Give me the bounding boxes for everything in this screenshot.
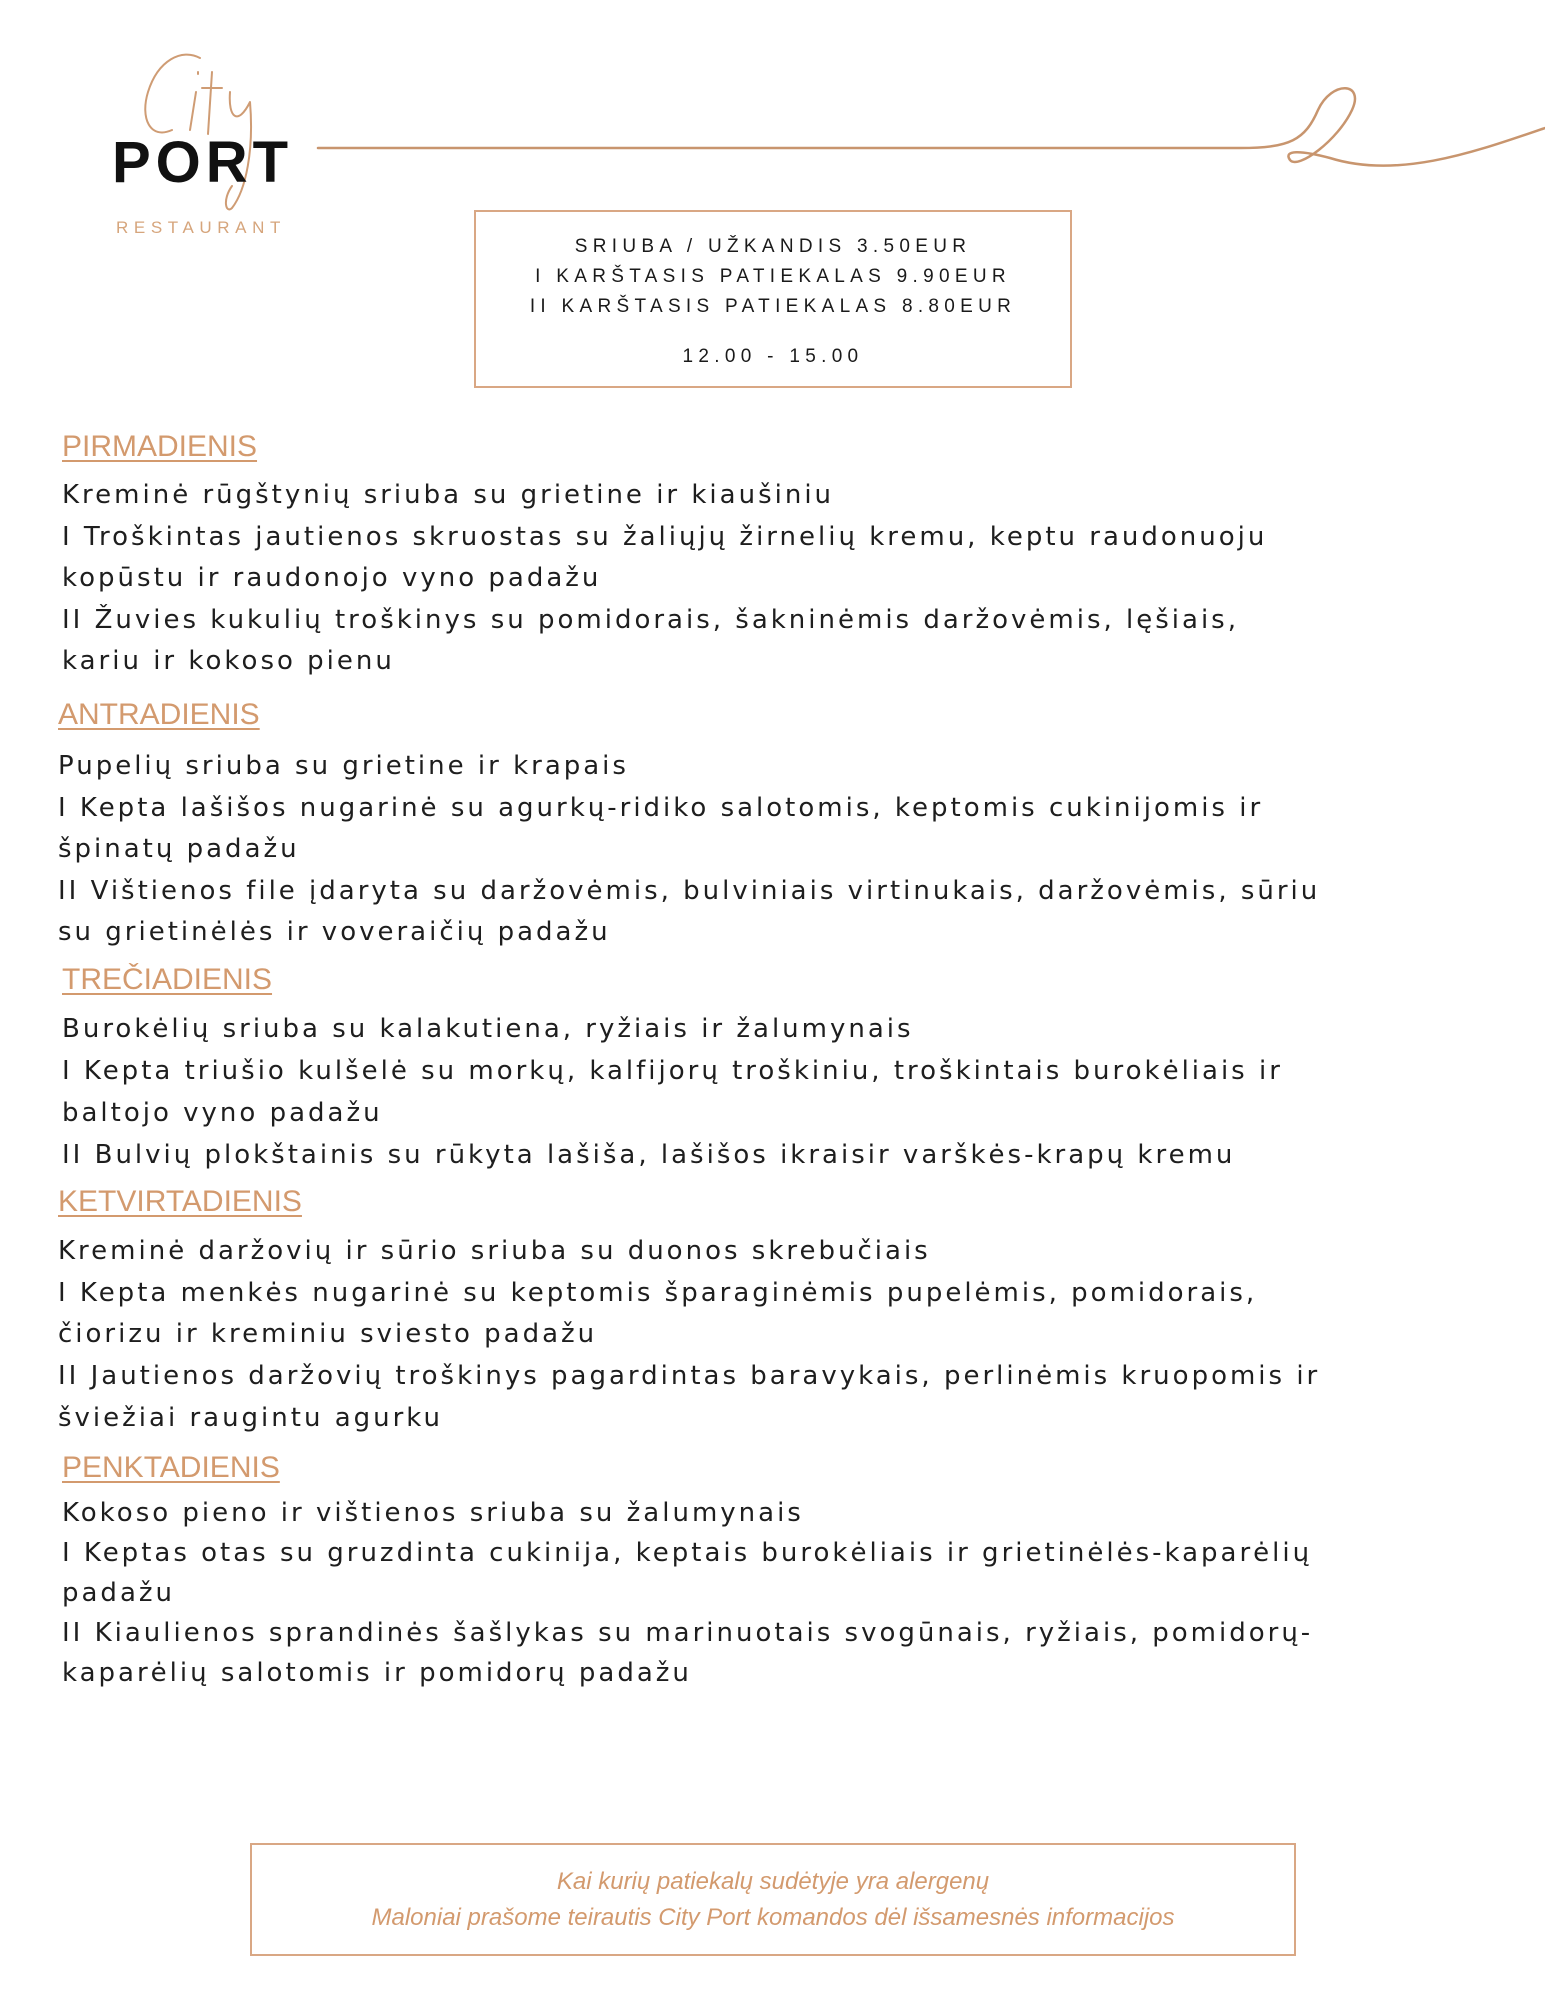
allergen-note (250, 1843, 1296, 1956)
dish-line: II Bulvių plokštainis su rūkyta lašiša, lašišos ikraisir varškės-krapų kremu (62, 1140, 1236, 1170)
dish-line: šviežiai raugintu agurku (58, 1403, 444, 1433)
dish-line: baltojo vyno padažu (62, 1098, 383, 1128)
logo-subtitle: RESTAURANT (116, 218, 286, 237)
dish-line: I Kepta lašišos nugarinė su agurkų-ridiko salotomis, keptomis cukinijomis ir (58, 793, 1264, 823)
day-heading-friday: PENKTADIENIS (62, 1451, 280, 1484)
dish-line: kopūstu ir raudonojo vyno padažu (62, 563, 602, 593)
allergen-note-line: Kai kurių patiekalų sudėtyje yra alergenų (556, 1868, 990, 1895)
price-line-main-2: II KARŠTASIS PATIEKALAS 8.80EUR (529, 296, 1017, 317)
dish-line: Kokoso pieno ir vištienos sriuba su žalumynais (62, 1498, 804, 1528)
price-line-main-1: I KARŠTASIS PATIEKALAS 9.90EUR (535, 266, 1011, 287)
dish-line: II Žuvies kukulių troškinys su pomidorais, šakninėmis daržovėmis, lęšiais, (62, 605, 1239, 635)
dish-line: špinatų padažu (58, 834, 300, 864)
logo-brand: PORT (112, 130, 294, 195)
dish-line: I Kepta triušio kulšelė su morkų, kalfijorų troškiniu, troškintais burokėliais ir (62, 1056, 1283, 1086)
dish-line: II Kiaulienos sprandinės šašlykas su marinuotais svogūnais, ryžiais, pomidorų- (62, 1618, 1314, 1648)
dish-line: kariu ir kokoso pienu (62, 646, 395, 676)
dish-line: kaparėlių salotomis ir pomidorų padažu (62, 1658, 692, 1688)
dish-line: padažu (62, 1578, 175, 1608)
dish-line: II Vištienos file įdaryta su daržovėmis, bulviniais virtinukais, daržovėmis, sūriu (58, 876, 1321, 906)
price-box (474, 210, 1072, 388)
dish-line: čiorizu ir kreminiu sviesto padažu (58, 1319, 598, 1349)
dish-line: II Jautienos daržovių troškinys pagardintas baravykais, perlinėmis kruopomis ir (58, 1361, 1321, 1391)
dish-line: I Keptas otas su gruzdinta cukinija, keptais burokėliais ir grietinėlės-kaparėlių (62, 1538, 1313, 1568)
dish-line: I Kepta menkės nugarinė su keptomis šparaginėmis pupelėmis, pomidorais, (58, 1278, 1258, 1308)
dish-line: Kreminė daržovių ir sūrio sriuba su duonos skrebučiais (58, 1236, 931, 1266)
day-heading-thursday: KETVIRTADIENIS (58, 1185, 302, 1218)
dish-line: I Troškintas jautienos skruostas su žaliųjų žirnelių kremu, keptu raudonuoju (62, 522, 1268, 552)
day-heading-tuesday: ANTRADIENIS (58, 698, 260, 731)
price-line-soup: SRIUBA / UŽKANDIS 3.50EUR (574, 236, 972, 257)
day-heading-monday: PIRMADIENIS (62, 430, 258, 463)
dish-line: Burokėlių sriuba su kalakutiena, ryžiais ir žalumynais (62, 1014, 914, 1044)
price-hours: 12.00 - 15.00 (682, 346, 864, 367)
dish-line: Kreminė rūgštynių sriuba su grietine ir kiaušiniu (62, 480, 835, 510)
day-heading-wednesday: TREČIADIENIS (62, 963, 273, 996)
dish-line: su grietinėlės ir voveraičių padažu (58, 917, 611, 947)
allergen-note-line: Maloniai prašome teirautis City Port komandos dėl išsamesnės informacijos (371, 1904, 1175, 1931)
dish-line: Pupelių sriuba su grietine ir krapais (58, 751, 629, 781)
